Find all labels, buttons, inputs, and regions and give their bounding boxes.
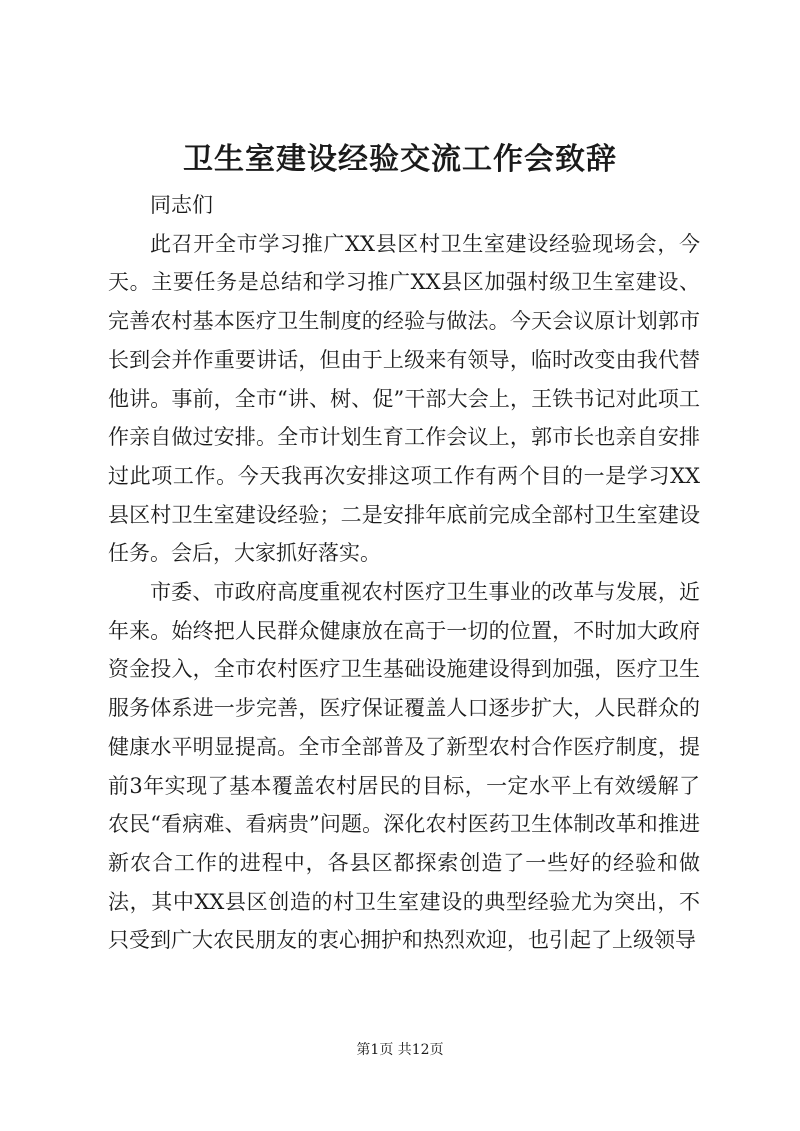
paragraph-2: 市委、市政府高度重视农村医疗卫生事业的改革与发展，近年来。始终把人民群众健康放在高于一切的位置，不时加大政府资金投入，全市农村医疗卫生基础设施建设得到加强，医疗卫生服务体系进一步完善，医疗保证覆盖人口逐步扩大，人民群众的健康水平明显提高。全市全部普及了新型农村合作医疗制度，提前3年实现了基本覆盖农村居民的目标，一定水平上有效缓解了农民“看病难、看病贵”问题。深化农村医药卫生体制改革和推进新农合工作的进程中，各县区都探索创造了一些好的经验和做法，其中XX县区创造的村卫生室建设的典型经验尤为突出，不只受到广大农民朋友的衷心拥护和热烈欢迎，也引起了上级领导 xyxy=(108,580,700,953)
paragraph-1: 此召开全市学习推广XX县区村卫生室建设经验现场会，今天。主要任务是总结和学习推广XX县区加强村级卫生室建设、完善农村基本医疗卫生制度的经验与做法。今天会议原计划郭市长到会并作重要讲话，但由于上级来有领导，临时改变由我代替他讲。事前，全市“讲、树、促”干部大会上，王铁书记对此项工作亲自做过安排。全市计划生育工作会议上，郭市长也亲自安排过此项工作。今天我再次安排这项工作有两个目的一是学习XX县区村卫生室建设经验；二是安排年底前完成全部村卫生室建设任务。会后，大家抓好落实。 xyxy=(108,231,700,566)
document-body xyxy=(108,186,700,960)
salutation: 同志们 xyxy=(150,193,213,217)
page-indicator: 第1页 共12页 xyxy=(356,1042,444,1058)
document-title: 卫生室建设经验交流工作会致辞 xyxy=(183,142,617,177)
page-footer xyxy=(0,1040,800,1060)
